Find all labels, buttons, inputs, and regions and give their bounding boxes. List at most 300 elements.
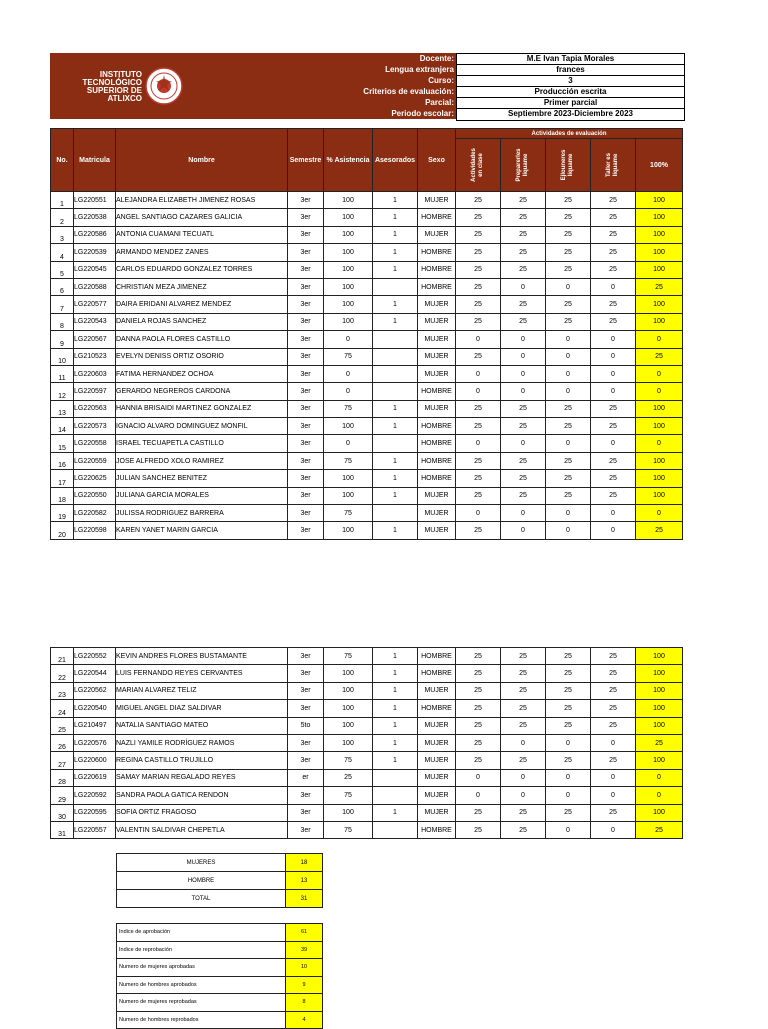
asistencia-cell[interactable]: 100 [324, 313, 373, 330]
act2-score-cell[interactable]: 0 [501, 435, 546, 452]
sexo-cell[interactable]: MUJER [418, 522, 456, 539]
act2-score-cell[interactable]: 0 [501, 331, 546, 348]
act1-score-cell[interactable]: 25 [456, 452, 501, 469]
act3-score-cell[interactable]: 0 [546, 769, 591, 786]
act4-score-cell[interactable]: 25 [591, 209, 636, 226]
asesorados-cell[interactable]: 1 [373, 700, 418, 717]
act3-score-cell[interactable]: 25 [546, 700, 591, 717]
row-number[interactable]: 15 [51, 435, 74, 452]
act2-score-cell[interactable]: 0 [501, 734, 546, 751]
student-name-cell[interactable]: ANGEL SANTIAGO CAZARES GALICIA [116, 209, 288, 226]
act1-score-cell[interactable]: 0 [456, 435, 501, 452]
total-score-cell[interactable]: 100 [636, 682, 683, 699]
total-score-cell[interactable]: 100 [636, 700, 683, 717]
total-score-cell[interactable]: 25 [636, 821, 683, 838]
asistencia-cell[interactable]: 100 [324, 804, 373, 821]
act2-score-cell[interactable]: 25 [501, 821, 546, 838]
act1-score-cell[interactable]: 25 [456, 522, 501, 539]
student-name-cell[interactable]: SANDRA PAOLA GATICA RENDON [116, 787, 288, 804]
total-score-cell[interactable]: 0 [636, 505, 683, 522]
act4-score-cell[interactable]: 0 [591, 522, 636, 539]
index-value[interactable]: 9 [286, 976, 323, 994]
row-number[interactable]: 11 [51, 365, 74, 382]
asistencia-cell[interactable]: 75 [324, 787, 373, 804]
semestre-cell[interactable]: 3er [288, 209, 324, 226]
matricula-cell[interactable]: LG220576 [74, 734, 116, 751]
act1-score-cell[interactable]: 25 [456, 752, 501, 769]
total-score-cell[interactable]: 100 [636, 648, 683, 665]
index-value[interactable]: 8 [286, 994, 323, 1012]
sexo-cell[interactable]: HOMBRE [418, 470, 456, 487]
act4-score-cell[interactable]: 25 [591, 752, 636, 769]
matricula-cell[interactable]: LG220577 [74, 296, 116, 313]
student-name-cell[interactable]: JULIAN SANCHEZ BENITEZ [116, 470, 288, 487]
row-number[interactable]: 22 [51, 665, 74, 682]
semestre-cell[interactable]: 3er [288, 226, 324, 243]
asesorados-cell[interactable] [373, 821, 418, 838]
total-score-cell[interactable]: 25 [636, 734, 683, 751]
semestre-cell[interactable]: 3er [288, 348, 324, 365]
student-name-cell[interactable]: ANTONIA CUAMANI TECUATL [116, 226, 288, 243]
matricula-cell[interactable]: LG220603 [74, 365, 116, 382]
semestre-cell[interactable]: 3er [288, 487, 324, 504]
act2-score-cell[interactable]: 25 [501, 226, 546, 243]
row-number[interactable]: 28 [51, 769, 74, 786]
act3-score-cell[interactable]: 25 [546, 452, 591, 469]
asesorados-cell[interactable]: 1 [373, 296, 418, 313]
student-name-cell[interactable]: JULIANA GARCIA MORALES [116, 487, 288, 504]
total-score-cell[interactable]: 0 [636, 787, 683, 804]
act4-score-cell[interactable]: 25 [591, 804, 636, 821]
asistencia-cell[interactable]: 75 [324, 648, 373, 665]
student-name-cell[interactable]: KAREN YANET MARIN GARCIA [116, 522, 288, 539]
total-score-cell[interactable]: 100 [636, 804, 683, 821]
act2-score-cell[interactable]: 25 [501, 296, 546, 313]
total-score-cell[interactable]: 100 [636, 487, 683, 504]
student-name-cell[interactable]: ALEJANDRA ELIZABETH JIMENEZ ROSAS [116, 192, 288, 209]
student-name-cell[interactable]: KEVIN ANDRES FLORES BUSTAMANTE [116, 648, 288, 665]
act4-score-cell[interactable]: 0 [591, 383, 636, 400]
act4-score-cell[interactable]: 25 [591, 648, 636, 665]
matricula-cell[interactable]: LG220540 [74, 700, 116, 717]
student-name-cell[interactable]: JOSE ALFREDO XOLO RAMIREZ [116, 452, 288, 469]
act1-score-cell[interactable]: 25 [456, 470, 501, 487]
act3-score-cell[interactable]: 0 [546, 383, 591, 400]
sexo-cell[interactable]: HOMBRE [418, 665, 456, 682]
student-name-cell[interactable]: GERARDO NEGREROS CARDONA [116, 383, 288, 400]
act2-score-cell[interactable]: 25 [501, 804, 546, 821]
act3-score-cell[interactable]: 0 [546, 505, 591, 522]
total-score-cell[interactable]: 100 [636, 244, 683, 261]
act3-score-cell[interactable]: 25 [546, 261, 591, 278]
semestre-cell[interactable]: 3er [288, 700, 324, 717]
asesorados-cell[interactable] [373, 278, 418, 295]
meta-value[interactable]: 3 [457, 76, 684, 87]
meta-value[interactable]: Septiembre 2023-Diciembre 2023 [508, 109, 633, 118]
semestre-cell[interactable]: 3er [288, 452, 324, 469]
sexo-cell[interactable]: HOMBRE [418, 418, 456, 435]
total-score-cell[interactable]: 100 [636, 400, 683, 417]
matricula-cell[interactable]: LG220582 [74, 505, 116, 522]
asistencia-cell[interactable]: 0 [324, 365, 373, 382]
act1-score-cell[interactable]: 25 [456, 665, 501, 682]
total-score-cell[interactable]: 0 [636, 365, 683, 382]
semestre-cell[interactable]: 3er [288, 505, 324, 522]
act1-score-cell[interactable]: 25 [456, 804, 501, 821]
matricula-cell[interactable]: LG220562 [74, 682, 116, 699]
matricula-cell[interactable]: LG220539 [74, 244, 116, 261]
row-number[interactable]: 24 [51, 700, 74, 717]
matricula-cell[interactable]: LG220557 [74, 821, 116, 838]
matricula-cell[interactable]: LG220563 [74, 400, 116, 417]
row-number[interactable]: 5 [51, 261, 74, 278]
total-score-cell[interactable]: 100 [636, 418, 683, 435]
sexo-cell[interactable]: MUJER [418, 192, 456, 209]
act1-score-cell[interactable]: 25 [456, 734, 501, 751]
matricula-cell[interactable]: LG220573 [74, 418, 116, 435]
act4-score-cell[interactable]: 25 [591, 192, 636, 209]
act3-score-cell[interactable]: 25 [546, 717, 591, 734]
act2-score-cell[interactable]: 25 [501, 665, 546, 682]
asesorados-cell[interactable]: 1 [373, 452, 418, 469]
act1-score-cell[interactable]: 25 [456, 209, 501, 226]
sexo-cell[interactable]: MUJER [418, 400, 456, 417]
act2-score-cell[interactable]: 25 [501, 261, 546, 278]
row-number[interactable]: 30 [51, 804, 74, 821]
asistencia-cell[interactable]: 75 [324, 821, 373, 838]
act3-score-cell[interactable]: 0 [546, 787, 591, 804]
total-score-cell[interactable]: 100 [636, 313, 683, 330]
sexo-cell[interactable]: MUJER [418, 769, 456, 786]
sexo-cell[interactable]: MUJER [418, 331, 456, 348]
act4-score-cell[interactable]: 25 [591, 244, 636, 261]
student-name-cell[interactable]: CHRISTIAN MEZA JIMENEZ [116, 278, 288, 295]
asistencia-cell[interactable]: 100 [324, 244, 373, 261]
student-name-cell[interactable]: LUIS FERNANDO REYES CERVANTES [116, 665, 288, 682]
total-score-cell[interactable]: 25 [636, 522, 683, 539]
total-score-cell[interactable]: 100 [636, 226, 683, 243]
act3-score-cell[interactable]: 25 [546, 209, 591, 226]
sexo-cell[interactable]: MUJER [418, 296, 456, 313]
row-number[interactable]: 16 [51, 452, 74, 469]
semestre-cell[interactable]: 3er [288, 787, 324, 804]
asistencia-cell[interactable]: 100 [324, 700, 373, 717]
student-name-cell[interactable]: EVELYN DENISS ORTIZ OSORIO [116, 348, 288, 365]
act1-score-cell[interactable]: 25 [456, 226, 501, 243]
act1-score-cell[interactable]: 25 [456, 700, 501, 717]
act4-score-cell[interactable]: 25 [591, 665, 636, 682]
matricula-cell[interactable]: LG220550 [74, 487, 116, 504]
student-name-cell[interactable]: SAMAY MARIAN REGALADO REYES [116, 769, 288, 786]
student-name-cell[interactable]: MIGUEL ANGEL DIAZ SALDIVAR [116, 700, 288, 717]
act3-score-cell[interactable]: 25 [546, 418, 591, 435]
total-score-cell[interactable]: 0 [636, 383, 683, 400]
asesorados-cell[interactable] [373, 435, 418, 452]
row-number[interactable]: 8 [51, 313, 74, 330]
asistencia-cell[interactable]: 100 [324, 192, 373, 209]
asistencia-cell[interactable]: 0 [324, 435, 373, 452]
student-name-cell[interactable]: ISRAEL TECUAPETLA CASTILLO [116, 435, 288, 452]
student-name-cell[interactable]: VALENTIN SALDIVAR CHEPETLA [116, 821, 288, 838]
total-score-cell[interactable]: 100 [636, 470, 683, 487]
act4-score-cell[interactable]: 25 [591, 226, 636, 243]
act4-score-cell[interactable]: 25 [591, 418, 636, 435]
semestre-cell[interactable]: 3er [288, 331, 324, 348]
act2-score-cell[interactable]: 25 [501, 192, 546, 209]
act3-score-cell[interactable]: 0 [546, 278, 591, 295]
asistencia-cell[interactable]: 75 [324, 505, 373, 522]
asesorados-cell[interactable] [373, 331, 418, 348]
act1-score-cell[interactable]: 25 [456, 348, 501, 365]
matricula-cell[interactable]: LG220559 [74, 452, 116, 469]
row-number[interactable]: 18 [51, 487, 74, 504]
act4-score-cell[interactable]: 0 [591, 278, 636, 295]
matricula-cell[interactable]: LG220567 [74, 331, 116, 348]
semestre-cell[interactable]: 3er [288, 365, 324, 382]
act2-score-cell[interactable]: 25 [501, 682, 546, 699]
total-score-cell[interactable]: 0 [636, 769, 683, 786]
student-name-cell[interactable]: FATIMA HERNANDEZ OCHOA [116, 365, 288, 382]
matricula-cell[interactable]: LG220595 [74, 804, 116, 821]
act2-score-cell[interactable]: 25 [501, 700, 546, 717]
total-score-cell[interactable]: 25 [636, 278, 683, 295]
act4-score-cell[interactable]: 25 [591, 682, 636, 699]
row-number[interactable]: 13 [51, 400, 74, 417]
asesorados-cell[interactable]: 1 [373, 648, 418, 665]
asistencia-cell[interactable]: 25 [324, 769, 373, 786]
asesorados-cell[interactable]: 1 [373, 244, 418, 261]
act1-score-cell[interactable]: 0 [456, 383, 501, 400]
act4-score-cell[interactable]: 0 [591, 821, 636, 838]
row-number[interactable]: 9 [51, 331, 74, 348]
act2-score-cell[interactable]: 0 [501, 522, 546, 539]
sexo-cell[interactable]: HOMBRE [418, 700, 456, 717]
sexo-cell[interactable]: HOMBRE [418, 452, 456, 469]
act4-score-cell[interactable]: 0 [591, 769, 636, 786]
act4-score-cell[interactable]: 0 [591, 331, 636, 348]
student-name-cell[interactable]: REGINA CASTILLO TRUJILLO [116, 752, 288, 769]
act2-score-cell[interactable]: 25 [501, 418, 546, 435]
matricula-cell[interactable]: LG220592 [74, 787, 116, 804]
asesorados-cell[interactable] [373, 348, 418, 365]
act3-score-cell[interactable]: 25 [546, 296, 591, 313]
sexo-cell[interactable]: MUJER [418, 804, 456, 821]
matricula-cell[interactable]: LG220551 [74, 192, 116, 209]
asesorados-cell[interactable]: 1 [373, 717, 418, 734]
total-score-cell[interactable]: 100 [636, 209, 683, 226]
act4-score-cell[interactable]: 0 [591, 505, 636, 522]
act1-score-cell[interactable]: 25 [456, 261, 501, 278]
asesorados-cell[interactable]: 1 [373, 665, 418, 682]
act2-score-cell[interactable]: 0 [501, 383, 546, 400]
asistencia-cell[interactable]: 75 [324, 348, 373, 365]
total-score-cell[interactable]: 100 [636, 296, 683, 313]
row-number[interactable]: 25 [51, 717, 74, 734]
asistencia-cell[interactable]: 100 [324, 296, 373, 313]
act1-score-cell[interactable]: 0 [456, 769, 501, 786]
act3-score-cell[interactable]: 25 [546, 244, 591, 261]
asistencia-cell[interactable]: 75 [324, 452, 373, 469]
asistencia-cell[interactable]: 100 [324, 261, 373, 278]
act2-score-cell[interactable]: 25 [501, 313, 546, 330]
semestre-cell[interactable]: 3er [288, 418, 324, 435]
asesorados-cell[interactable]: 1 [373, 470, 418, 487]
matricula-cell[interactable]: LG220600 [74, 752, 116, 769]
student-name-cell[interactable]: IGNACIO ALVARO DOMINGUEZ MONFIL [116, 418, 288, 435]
semestre-cell[interactable]: 3er [288, 734, 324, 751]
sexo-cell[interactable]: MUJER [418, 734, 456, 751]
act3-score-cell[interactable]: 25 [546, 192, 591, 209]
act3-score-cell[interactable]: 25 [546, 470, 591, 487]
act4-score-cell[interactable]: 25 [591, 700, 636, 717]
summary-value[interactable]: 13 [286, 872, 323, 890]
sexo-cell[interactable]: MUJER [418, 505, 456, 522]
row-number[interactable]: 10 [51, 348, 74, 365]
asesorados-cell[interactable]: 1 [373, 487, 418, 504]
asesorados-cell[interactable]: 1 [373, 400, 418, 417]
act2-score-cell[interactable]: 25 [501, 487, 546, 504]
act2-score-cell[interactable]: 25 [501, 209, 546, 226]
act4-score-cell[interactable]: 0 [591, 787, 636, 804]
act2-score-cell[interactable]: 0 [501, 365, 546, 382]
semestre-cell[interactable]: 3er [288, 313, 324, 330]
act3-score-cell[interactable]: 25 [546, 226, 591, 243]
asistencia-cell[interactable]: 100 [324, 717, 373, 734]
matricula-cell[interactable]: LG220597 [74, 383, 116, 400]
act3-score-cell[interactable]: 0 [546, 435, 591, 452]
asesorados-cell[interactable] [373, 769, 418, 786]
matricula-cell[interactable]: LG210523 [74, 348, 116, 365]
semestre-cell[interactable]: 3er [288, 296, 324, 313]
asistencia-cell[interactable]: 75 [324, 400, 373, 417]
asesorados-cell[interactable]: 1 [373, 192, 418, 209]
semestre-cell[interactable]: 3er [288, 648, 324, 665]
row-number[interactable]: 4 [51, 244, 74, 261]
semestre-cell[interactable]: 3er [288, 665, 324, 682]
sexo-cell[interactable]: MUJER [418, 717, 456, 734]
matricula-cell[interactable]: LG220558 [74, 435, 116, 452]
sexo-cell[interactable]: MUJER [418, 682, 456, 699]
student-name-cell[interactable]: NAZLI YAMILE RODRÍGUEZ RAMOS [116, 734, 288, 751]
act1-score-cell[interactable]: 25 [456, 682, 501, 699]
row-number[interactable]: 20 [51, 522, 74, 539]
row-number[interactable]: 26 [51, 734, 74, 751]
sexo-cell[interactable]: HOMBRE [418, 383, 456, 400]
student-name-cell[interactable]: CARLOS EDUARDO GONZALEZ TORRES [116, 261, 288, 278]
semestre-cell[interactable]: 3er [288, 278, 324, 295]
sexo-cell[interactable]: HOMBRE [418, 648, 456, 665]
act4-score-cell[interactable]: 25 [591, 313, 636, 330]
matricula-cell[interactable]: LG220586 [74, 226, 116, 243]
matricula-cell[interactable]: LG220625 [74, 470, 116, 487]
act4-score-cell[interactable]: 0 [591, 348, 636, 365]
asistencia-cell[interactable]: 100 [324, 487, 373, 504]
act4-score-cell[interactable]: 25 [591, 487, 636, 504]
matricula-cell[interactable]: LG220544 [74, 665, 116, 682]
row-number[interactable]: 1 [51, 192, 74, 209]
row-number[interactable]: 12 [51, 383, 74, 400]
student-name-cell[interactable]: JULISSA RODRIGUEZ BARRERA [116, 505, 288, 522]
act1-score-cell[interactable]: 25 [456, 717, 501, 734]
asistencia-cell[interactable]: 100 [324, 226, 373, 243]
matricula-cell[interactable]: LG220543 [74, 313, 116, 330]
act3-score-cell[interactable]: 25 [546, 313, 591, 330]
act2-score-cell[interactable]: 0 [501, 278, 546, 295]
semestre-cell[interactable]: 3er [288, 400, 324, 417]
act2-score-cell[interactable]: 0 [501, 505, 546, 522]
sexo-cell[interactable]: MUJER [418, 787, 456, 804]
asesorados-cell[interactable]: 1 [373, 522, 418, 539]
sexo-cell[interactable]: MUJER [418, 365, 456, 382]
asesorados-cell[interactable]: 1 [373, 734, 418, 751]
semestre-cell[interactable]: 3er [288, 804, 324, 821]
act1-score-cell[interactable]: 25 [456, 278, 501, 295]
semestre-cell[interactable]: 3er [288, 261, 324, 278]
row-number[interactable]: 27 [51, 752, 74, 769]
asesorados-cell[interactable] [373, 383, 418, 400]
row-number[interactable]: 31 [51, 821, 74, 838]
meta-value[interactable]: frances [457, 65, 684, 76]
semestre-cell[interactable]: 5to [288, 717, 324, 734]
act1-score-cell[interactable]: 25 [456, 296, 501, 313]
matricula-cell[interactable]: LG220598 [74, 522, 116, 539]
semestre-cell[interactable]: er [288, 769, 324, 786]
student-name-cell[interactable]: DANNA PAOLA FLORES CASTILLO [116, 331, 288, 348]
act1-score-cell[interactable]: 25 [456, 244, 501, 261]
student-name-cell[interactable]: DAIRA ERIDANI ALVAREZ MENDEZ [116, 296, 288, 313]
matricula-cell[interactable]: LG220552 [74, 648, 116, 665]
semestre-cell[interactable]: 3er [288, 821, 324, 838]
act3-score-cell[interactable]: 0 [546, 348, 591, 365]
act3-score-cell[interactable]: 0 [546, 734, 591, 751]
index-value[interactable]: 39 [286, 941, 323, 959]
act3-score-cell[interactable]: 25 [546, 682, 591, 699]
total-score-cell[interactable]: 100 [636, 452, 683, 469]
act4-score-cell[interactable]: 25 [591, 452, 636, 469]
asistencia-cell[interactable]: 100 [324, 470, 373, 487]
act2-score-cell[interactable]: 25 [501, 752, 546, 769]
semestre-cell[interactable]: 3er [288, 470, 324, 487]
student-name-cell[interactable]: DANIELA ROJAS SANCHEZ [116, 313, 288, 330]
act4-score-cell[interactable]: 25 [591, 296, 636, 313]
act3-score-cell[interactable]: 0 [546, 365, 591, 382]
sexo-cell[interactable]: HOMBRE [418, 435, 456, 452]
meta-value[interactable]: Producción escrita [457, 87, 684, 98]
act4-score-cell[interactable]: 0 [591, 435, 636, 452]
meta-value[interactable]: M.E Ivan Tapia Morales [457, 54, 684, 65]
total-score-cell[interactable]: 25 [636, 348, 683, 365]
index-value[interactable]: 61 [286, 924, 323, 942]
row-number[interactable]: 6 [51, 278, 74, 295]
asistencia-cell[interactable]: 100 [324, 209, 373, 226]
act1-score-cell[interactable]: 25 [456, 192, 501, 209]
asesorados-cell[interactable]: 1 [373, 209, 418, 226]
row-number[interactable]: 29 [51, 787, 74, 804]
sexo-cell[interactable]: MUJER [418, 752, 456, 769]
act1-score-cell[interactable]: 0 [456, 505, 501, 522]
act4-score-cell[interactable]: 0 [591, 365, 636, 382]
asesorados-cell[interactable] [373, 505, 418, 522]
act3-score-cell[interactable]: 25 [546, 400, 591, 417]
act1-score-cell[interactable]: 0 [456, 331, 501, 348]
asesorados-cell[interactable]: 1 [373, 752, 418, 769]
sexo-cell[interactable]: MUJER [418, 348, 456, 365]
student-name-cell[interactable]: MARIAN ALVAREZ TELIZ [116, 682, 288, 699]
row-number[interactable]: 21 [51, 648, 74, 665]
row-number[interactable]: 2 [51, 209, 74, 226]
row-number[interactable]: 7 [51, 296, 74, 313]
row-number[interactable]: 14 [51, 418, 74, 435]
